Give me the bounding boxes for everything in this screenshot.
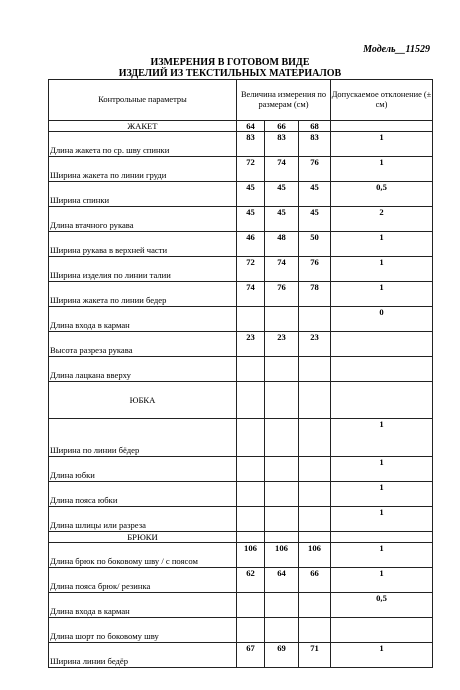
size-value: 45 — [299, 207, 331, 232]
size-value — [299, 457, 331, 482]
param-label: Длина жакета по ср. шву спинки — [49, 132, 237, 157]
param-label: Длина втачного рукава — [49, 207, 237, 232]
table-row — [49, 507, 433, 532]
header-size: Величина измерения по размерам (см) — [237, 80, 331, 121]
param-label: Длина юбки — [49, 457, 237, 482]
document-title-line2: ИЗДЕЛИЙ ИЗ ТЕКСТИЛЬНЫХ МАТЕРИАЛОВ — [118, 68, 342, 79]
table-row — [49, 132, 433, 157]
size-value — [237, 419, 265, 457]
param-label: Длина пояса юбки — [49, 482, 237, 507]
tolerance-value: 1 — [331, 157, 433, 182]
size-value — [299, 593, 331, 618]
table-row — [49, 332, 433, 357]
size-value: 66 — [265, 121, 299, 132]
size-value — [265, 618, 299, 643]
size-value — [299, 507, 331, 532]
size-value: 66 — [299, 568, 331, 593]
size-value: 76 — [265, 282, 299, 307]
table-row — [49, 482, 433, 507]
tolerance-value: 1 — [331, 482, 433, 507]
size-value — [237, 457, 265, 482]
size-value: 78 — [299, 282, 331, 307]
table-row — [49, 618, 433, 643]
tolerance-value: 1 — [331, 232, 433, 257]
table-row — [49, 457, 433, 482]
size-value: 83 — [237, 132, 265, 157]
size-value: 69 — [265, 643, 299, 668]
size-value — [299, 419, 331, 457]
size-value: 62 — [237, 568, 265, 593]
size-value: 67 — [237, 643, 265, 668]
size-value — [299, 357, 331, 382]
header-param: Контрольные параметры — [49, 80, 237, 121]
table-row — [49, 543, 433, 568]
section-trousers: БРЮКИ — [49, 532, 237, 543]
tolerance-value: 1 — [331, 457, 433, 482]
size-value: 64 — [237, 121, 265, 132]
size-value: 83 — [265, 132, 299, 157]
section-row — [49, 382, 433, 419]
size-value: 76 — [299, 157, 331, 182]
section-skirt: ЮБКА — [49, 382, 237, 419]
tolerance-value: 1 — [331, 568, 433, 593]
size-value: 50 — [299, 232, 331, 257]
table-row — [49, 643, 433, 668]
size-value: 68 — [299, 121, 331, 132]
size-value — [265, 593, 299, 618]
size-value — [237, 482, 265, 507]
empty-cell — [265, 382, 299, 419]
param-label: Ширина жакета по линии груди — [49, 157, 237, 182]
size-value: 106 — [237, 543, 265, 568]
size-value — [265, 357, 299, 382]
param-label: Ширина линии бедёр — [49, 643, 237, 668]
table-header-row — [49, 80, 433, 121]
size-value: 23 — [237, 332, 265, 357]
size-value — [265, 457, 299, 482]
size-value — [265, 482, 299, 507]
param-label: Ширина по линии бёдер — [49, 419, 237, 457]
size-value: 76 — [299, 257, 331, 282]
param-label: Ширина жакета по линии бедер — [49, 282, 237, 307]
measurements-table — [48, 79, 433, 668]
table-row — [49, 593, 433, 618]
tolerance-value: 1 — [331, 282, 433, 307]
size-value: 45 — [265, 207, 299, 232]
table-row — [49, 568, 433, 593]
table-row — [49, 357, 433, 382]
size-value — [265, 419, 299, 457]
size-value: 71 — [299, 643, 331, 668]
tolerance-value: 1 — [331, 507, 433, 532]
tolerance-value: 1 — [331, 132, 433, 157]
param-label: Длина входа в карман — [49, 307, 237, 332]
table-row — [49, 232, 433, 257]
size-value — [237, 618, 265, 643]
size-value: 74 — [265, 157, 299, 182]
size-value — [237, 593, 265, 618]
size-value: 48 — [265, 232, 299, 257]
size-value — [265, 507, 299, 532]
param-label: Длина входа в карман — [49, 593, 237, 618]
empty-cell — [299, 382, 331, 419]
tolerance-value — [331, 618, 433, 643]
size-value: 23 — [299, 332, 331, 357]
size-value: 23 — [265, 332, 299, 357]
size-value — [299, 618, 331, 643]
param-label: Длина шлицы или разреза — [49, 507, 237, 532]
tolerance-value: 1 — [331, 543, 433, 568]
size-value: 83 — [299, 132, 331, 157]
tolerance-value: 2 — [331, 207, 433, 232]
size-value: 64 — [265, 568, 299, 593]
tolerance-value — [331, 357, 433, 382]
param-label: Ширина рукава в верхней части — [49, 232, 237, 257]
param-label: Длина шорт по боковому шву — [49, 618, 237, 643]
tolerance-value: 0,5 — [331, 593, 433, 618]
table-row — [49, 182, 433, 207]
empty-cell — [299, 532, 331, 543]
size-value: 74 — [265, 257, 299, 282]
tolerance-value: 1 — [331, 419, 433, 457]
size-value — [299, 482, 331, 507]
document-title-line1: ИЗМЕРЕНИЯ В ГОТОВОМ ВИДЕ — [150, 57, 310, 68]
size-value: 45 — [237, 182, 265, 207]
size-value: 72 — [237, 257, 265, 282]
size-value — [237, 357, 265, 382]
tolerance-value: 0,5 — [331, 182, 433, 207]
table-row — [49, 282, 433, 307]
empty-cell — [331, 382, 433, 419]
size-value: 106 — [265, 543, 299, 568]
empty-cell — [331, 532, 433, 543]
size-value: 45 — [299, 182, 331, 207]
size-value: 74 — [237, 282, 265, 307]
size-value — [237, 507, 265, 532]
param-label: Длина брюк по боковому шву / с поясом — [49, 543, 237, 568]
section-row — [49, 532, 433, 543]
model-number: Модель__11529 — [363, 44, 430, 55]
param-label: Длина пояса брюк/ резинка — [49, 568, 237, 593]
size-value: 106 — [299, 543, 331, 568]
param-label: Ширина изделия по линии талии — [49, 257, 237, 282]
table-row — [49, 307, 433, 332]
empty-cell — [237, 382, 265, 419]
tolerance-value — [331, 332, 433, 357]
size-tol-empty — [331, 121, 433, 132]
size-value — [299, 307, 331, 332]
empty-cell — [265, 532, 299, 543]
size-value — [237, 307, 265, 332]
size-value: 46 — [237, 232, 265, 257]
table-row — [49, 257, 433, 282]
empty-cell — [237, 532, 265, 543]
section-jacket: ЖАКЕТ — [49, 121, 237, 132]
size-value: 45 — [265, 182, 299, 207]
size-value: 72 — [237, 157, 265, 182]
tolerance-value: 0 — [331, 307, 433, 332]
param-label: Длина лацкана вверху — [49, 357, 237, 382]
param-label: Высота разреза рукава — [49, 332, 237, 357]
jacket-size-row — [49, 121, 433, 132]
table-row — [49, 207, 433, 232]
tolerance-value: 1 — [331, 643, 433, 668]
table-row — [49, 419, 433, 457]
size-value: 45 — [237, 207, 265, 232]
param-label: Ширина спинки — [49, 182, 237, 207]
tolerance-value: 1 — [331, 257, 433, 282]
size-value — [265, 307, 299, 332]
table-row — [49, 157, 433, 182]
header-tolerance: Допускаемое отклонение (± см) — [331, 80, 433, 121]
